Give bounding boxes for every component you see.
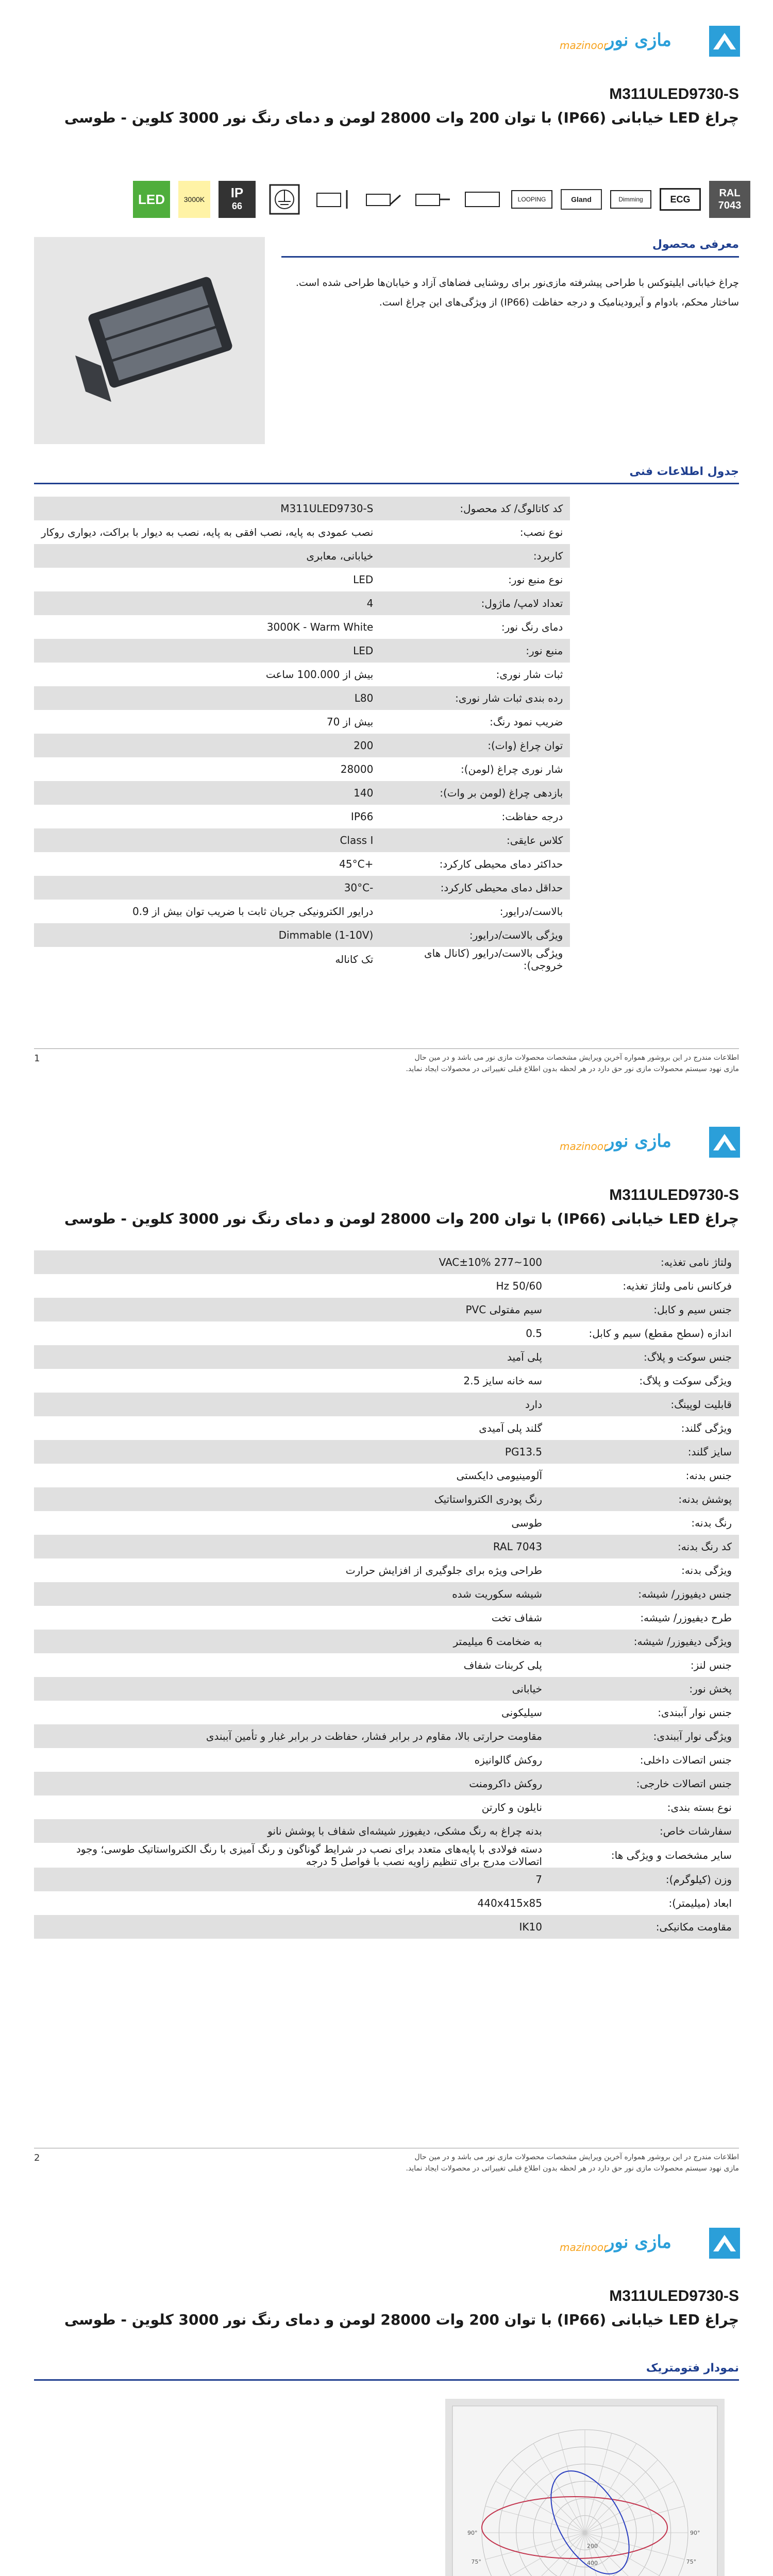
spec-key: جنس نوار آببندی:: [658, 1706, 732, 1719]
spec-key: بالاست/درایور:: [499, 905, 563, 918]
spec-row: [34, 1321, 739, 1345]
spec-value: 0.5: [526, 1327, 542, 1340]
spec-row: [34, 663, 570, 686]
spec-value: طوسی: [511, 1517, 542, 1529]
spec-key: ویژگی بالاست/درایور:: [380, 923, 570, 947]
spec-title: جدول اطلاعات فنی: [629, 465, 739, 478]
product-code: M311ULED9730-S: [609, 1187, 739, 1204]
brand-logo: [560, 2228, 740, 2262]
angle-tick: 90°: [467, 2530, 478, 2536]
footer-rule: [34, 1048, 739, 1049]
led-icon: LED: [133, 181, 170, 218]
product-code: M311ULED9730-S: [609, 2287, 739, 2304]
brand-name-en: mazinoor: [560, 1140, 608, 1153]
spec-key: ولتاژ نامی تغذیه:: [549, 1250, 739, 1274]
spec-row: [34, 710, 570, 734]
spec-row: [34, 900, 570, 923]
photometric-chart: [445, 2399, 725, 2576]
dimming-icon: Dimming: [610, 190, 651, 209]
feature-icons: [116, 177, 750, 222]
page-number: 2: [34, 2153, 40, 2163]
angle-tick: 75°: [686, 2558, 697, 2565]
brand-name-en: mazinoor: [560, 2241, 608, 2253]
spec-row: [34, 1795, 739, 1819]
spec-row: [34, 1558, 739, 1582]
spec-value: -30°C: [34, 876, 380, 900]
spec-value: +45°C: [339, 858, 374, 870]
spec-row: [34, 1891, 739, 1915]
photometric-title: نمودار فتومتریک: [646, 2362, 739, 2375]
footer-note: اطلاعات مندرج در این بروشور همواره آخرین ویرایش مشخصات محصولات مازی نور می باشد و در مین حال مازی نهود سیستم محصولات مازی نور حق دارد در هر لحظه بدون اطلاع قبلی تغییراتی در محصولات ایجاد نماید.: [406, 2153, 739, 2173]
spec-value: بیش از 100.000 ساعت: [265, 668, 374, 681]
spec-row: [34, 1440, 739, 1464]
spec-key: پخش نور:: [549, 1677, 739, 1701]
spec-key: اندازه (سطح مقطع) سیم و کابل:: [589, 1327, 732, 1340]
spec-row: [34, 1511, 739, 1535]
spec-key: حداکثر دمای محیطی کارکرد:: [439, 858, 563, 870]
spec-key: کد رنگ بدنه:: [549, 1535, 739, 1558]
spec-row: [34, 615, 570, 639]
spec-key: جنس سیم و کابل:: [549, 1298, 739, 1321]
brand-mark-icon: [709, 1127, 740, 1158]
spec-key: سفارشات خاص:: [549, 1819, 739, 1843]
spec-key: کلاس عایقی:: [380, 828, 570, 852]
page-number: 1: [34, 1053, 40, 1064]
spec-key: شار نوری چراغ (لومن):: [460, 763, 563, 775]
brand-mark-icon: [709, 2228, 740, 2259]
spec-row: [34, 1582, 739, 1606]
spec-key: تعداد لامپ/ ماژول:: [380, 591, 570, 615]
spec-row: [34, 1487, 739, 1511]
spec-key: ضریب نمود رنگ:: [490, 716, 563, 728]
brand-name-fa: مازی نور: [606, 2232, 671, 2252]
spec-value: IP66: [350, 810, 374, 823]
spec-row: [34, 544, 570, 568]
spec-row: [34, 1748, 739, 1772]
spec-row: [34, 1843, 739, 1868]
spec-value: روکش داکرومنت: [34, 1772, 549, 1795]
spec-key: قابلیت لوپینگ:: [549, 1393, 739, 1416]
spec-value: LED: [353, 573, 374, 586]
spec-table-2: [34, 1250, 739, 1939]
spec-value: تک کاناله: [335, 953, 374, 965]
spec-key: توان چراغ (وات):: [380, 734, 570, 757]
spec-row: [34, 828, 570, 852]
spec-row: [34, 1653, 739, 1677]
spec-value: نصب عمودی به پایه، نصب افقی به پایه، نصب به دیوار با براکت، دیواری روکار: [41, 526, 374, 538]
spec-row: [34, 497, 570, 520]
ip66-icon: IP 66: [219, 181, 256, 218]
spec-row: [34, 520, 570, 544]
spec-key: بازدهی چراغ (لومن بر وات):: [380, 781, 570, 805]
spec-value: آلومینیومی دایکستی: [456, 1469, 542, 1482]
spec-value: L80: [34, 686, 380, 710]
spec-value: گلند پلی آمیدی: [479, 1422, 542, 1434]
wall-mount-icon: [313, 181, 355, 218]
spec-value: IK10: [34, 1915, 549, 1939]
spec-rule: [34, 483, 739, 484]
spec-key: کد کاتالوگ/ کد محصول:: [380, 497, 570, 520]
spec-key: ویژگی نوار آببندی:: [549, 1724, 739, 1748]
spec-value: خیابانی: [34, 1677, 549, 1701]
spec-key: پوشش بدنه:: [549, 1487, 739, 1511]
spec-value: 7: [34, 1868, 549, 1891]
spec-value: سه خانه سایز 2.5: [463, 1375, 542, 1387]
spec-key: ویژگی گلند:: [681, 1422, 732, 1434]
spec-row: [34, 1819, 739, 1843]
product-photo: [34, 237, 265, 444]
spec-value: 28000: [340, 763, 374, 775]
spec-value: 140: [34, 781, 380, 805]
spec-key: جنس اتصالات خارجی:: [549, 1772, 739, 1795]
spec-key: جنس بدنه:: [685, 1469, 732, 1482]
product-title: چراغ LED خیابانی (IP66) با توان 200 وات 28000 لومن و دمای رنگ نور 3000 کلوین - طوسی: [64, 109, 739, 126]
spec-row: [34, 1369, 739, 1393]
spec-key: جنس اتصالات داخلی:: [640, 1754, 732, 1766]
spec-row: [34, 639, 570, 663]
angle-tick: 75°: [471, 2558, 481, 2565]
spec-value: به ضخامت 6 میلیمتر: [34, 1630, 549, 1653]
intro-rule: [281, 256, 739, 258]
spec-row: [34, 923, 570, 947]
spec-row: [34, 1677, 739, 1701]
spec-key: ابعاد (میلیمتر):: [668, 1897, 732, 1909]
spec-key: رده بندی ثبات شار نوری:: [380, 686, 570, 710]
spec-value: 200: [34, 734, 380, 757]
spec-value: 440x415x85: [477, 1897, 542, 1909]
spec-value: شفاف تخت: [491, 1612, 542, 1624]
spec-key: ویژگی دیفیوزر/ شیشه:: [549, 1630, 739, 1653]
spec-value: 4: [34, 591, 380, 615]
brand-name-fa: مازی نور: [606, 1131, 671, 1151]
spec-row: [34, 1535, 739, 1558]
spec-key: درجه حفاظت:: [501, 810, 563, 823]
spec-key: ویژگی سوکت و پلاگ:: [639, 1375, 732, 1387]
spec-key: مقاومت مکانیکی:: [549, 1915, 739, 1939]
spec-row: [34, 1724, 739, 1748]
brand-name-fa: مازی نور: [606, 30, 671, 50]
spec-value: خیابانی، معابری: [34, 544, 380, 568]
spec-value: سیلیکونی: [501, 1706, 542, 1719]
color-temp-icon: 3000K: [178, 181, 210, 218]
spec-value: سیم مفتولی PVC: [34, 1298, 549, 1321]
pole-mount-icon: [412, 181, 453, 218]
product-title: چراغ LED خیابانی (IP66) با توان 200 وات 28000 لومن و دمای رنگ نور 3000 کلوین - طوسی: [64, 2311, 739, 2328]
product-title: چراغ LED خیابانی (IP66) با توان 200 وات 28000 لومن و دمای رنگ نور 3000 کلوین - طوسی: [64, 1210, 739, 1227]
spec-row: [34, 568, 570, 591]
radial-tick: 400: [587, 2560, 598, 2567]
gland-icon: Gland: [561, 189, 602, 210]
page-3: [0, 2202, 773, 2576]
spec-key: کاربرد:: [380, 544, 570, 568]
radial-tick: 200: [587, 2543, 598, 2550]
spec-row: [34, 1393, 739, 1416]
spec-row: [34, 1298, 739, 1321]
brand-logo: [560, 26, 740, 60]
spec-row: [34, 757, 570, 781]
product-code: M311ULED9730-S: [609, 86, 739, 103]
spec-row: [34, 876, 570, 900]
spec-value: Class I: [34, 828, 380, 852]
spec-key: منبع نور:: [380, 639, 570, 663]
ecg-icon: ECG: [660, 188, 701, 211]
spec-key: دمای رنگ نور:: [501, 621, 563, 633]
spec-value: دسته فولادی با پایه‌های متعدد برای نصب در شرایط گوناگون و رنگ آمیزی با رنگ الکترواستاتیک طوسی؛ وجود اتصالات مدرج برای تنظیم زاویه نصب با فواصل 5 درجه: [76, 1843, 542, 1868]
spec-value: M311ULED9730-S: [34, 497, 380, 520]
spec-key: جنس سوکت و پلاگ:: [549, 1345, 739, 1369]
spec-value: PG13.5: [34, 1440, 549, 1464]
intro-text: چراغ خیابانی ایلیتوکس با طراحی پیشرفته مازی‌نور برای روشنایی فضاهای آزاد و خیابان‌ها طراحی شده است. ساختار محکم، بادوام و آیرودینامیک و درجه حفاظت (IP66) از ویژگی‌های این چراغ است.: [295, 277, 739, 308]
intro-title: معرفی محصول: [652, 238, 739, 251]
spec-value: نایلون و کارتن: [481, 1801, 542, 1814]
page-2: [0, 1101, 773, 2202]
spec-row: [34, 1606, 739, 1630]
spec-row: [34, 1250, 739, 1274]
spec-value: Dimmable (1-10V): [34, 923, 380, 947]
spec-row: [34, 781, 570, 805]
spec-key: ویژگی بالاست/درایور (کانال های خروجی):: [424, 947, 563, 972]
spec-value: 3000K - Warm White: [266, 621, 374, 633]
spec-row: [34, 1345, 739, 1369]
spec-row: [34, 734, 570, 757]
spec-row: [34, 947, 570, 972]
spec-value: پلی کربنات شفاف: [463, 1659, 542, 1671]
brand-mark-icon: [709, 26, 740, 57]
spec-key: سایز گلند:: [549, 1440, 739, 1464]
spec-key: فرکانس نامی ولتاژ تغذیه:: [623, 1280, 732, 1292]
spec-key: نوع نصب:: [519, 526, 563, 538]
spec-row: [34, 1915, 739, 1939]
brand-logo: [560, 1127, 740, 1161]
spec-value: بدنه چراغ به رنگ مشکی، دیفیوزر شیشه‌ای شفاف با پوشش نانو: [34, 1819, 549, 1843]
surface-mount-icon: [462, 181, 503, 218]
spec-value: رنگ پودری الکترواستاتیک: [34, 1487, 549, 1511]
spec-row: [34, 1630, 739, 1653]
spec-value: دارد: [34, 1393, 549, 1416]
spec-row: [34, 1701, 739, 1724]
spec-value: 100~277 VAC±10%: [34, 1250, 549, 1274]
spec-value: پلی آمید: [34, 1345, 549, 1369]
class-1-icon: [264, 181, 305, 218]
spec-value: RAL 7043: [34, 1535, 549, 1558]
brand-name-en: mazinoor: [560, 39, 608, 52]
spec-key: رنگ بدنه:: [691, 1517, 732, 1529]
spec-row: [34, 1772, 739, 1795]
spec-key: وزن (کیلوگرم):: [549, 1868, 739, 1891]
spec-value: LED: [34, 639, 380, 663]
spec-key: جنس دیفیوزر/ شیشه:: [549, 1582, 739, 1606]
spec-value: طراحی ویژه برای جلوگیری از افزایش حرارت: [345, 1564, 542, 1577]
ral-icon: RAL 7043: [709, 181, 750, 218]
spec-value: 50/60 Hz: [496, 1280, 542, 1292]
photometric-rule: [34, 2379, 739, 2381]
side-mount-icon: [363, 181, 404, 218]
spec-row: [34, 591, 570, 615]
spec-key: طرح دیفیوزر/ شیشه:: [640, 1612, 732, 1624]
spec-key: جنس لنز:: [690, 1659, 732, 1671]
spec-key: ویژگی بدنه:: [681, 1564, 732, 1577]
spec-row: [34, 1416, 739, 1440]
spec-key: سایر مشخصات و ویژگی ها:: [611, 1849, 732, 1861]
spec-table-1: [34, 497, 570, 972]
spec-value: بیش از 70: [326, 716, 374, 728]
spec-value: درایور الکترونیکی جریان ثابت با ضریب توان بیش از 0.9: [132, 905, 374, 918]
spec-row: [34, 805, 570, 828]
spec-key: نوع منبع نور:: [508, 573, 563, 586]
spec-row: [34, 1868, 739, 1891]
spec-key: حداقل دمای محیطی کارکرد:: [380, 876, 570, 900]
spec-key: نوع بسته بندی:: [667, 1801, 732, 1814]
spec-row: [34, 852, 570, 876]
spec-row: [34, 686, 570, 710]
spec-row: [34, 1464, 739, 1487]
spec-key: ثبات شار نوری:: [496, 668, 563, 681]
spec-value: روکش گالوانیزه: [474, 1754, 542, 1766]
spec-row: [34, 1274, 739, 1298]
angle-tick: 90°: [690, 2530, 700, 2536]
page-1: [0, 0, 773, 1101]
spec-value: مقاومت حرارتی بالا، مقاوم در برابر فشار، حفاظت در برابر غبار و تأمین آببندی: [34, 1724, 549, 1748]
footer-note: اطلاعات مندرج در این بروشور همواره آخرین ویرایش مشخصات محصولات مازی نور می باشد و در مین حال مازی نهود سیستم محصولات مازی نور حق دارد در هر لحظه بدون اطلاع قبلی تغییراتی در محصولات ایجاد نماید.: [406, 1054, 739, 1073]
looping-icon: LOOPING: [511, 190, 552, 209]
spec-value: شیشه سکوریت شده: [34, 1582, 549, 1606]
